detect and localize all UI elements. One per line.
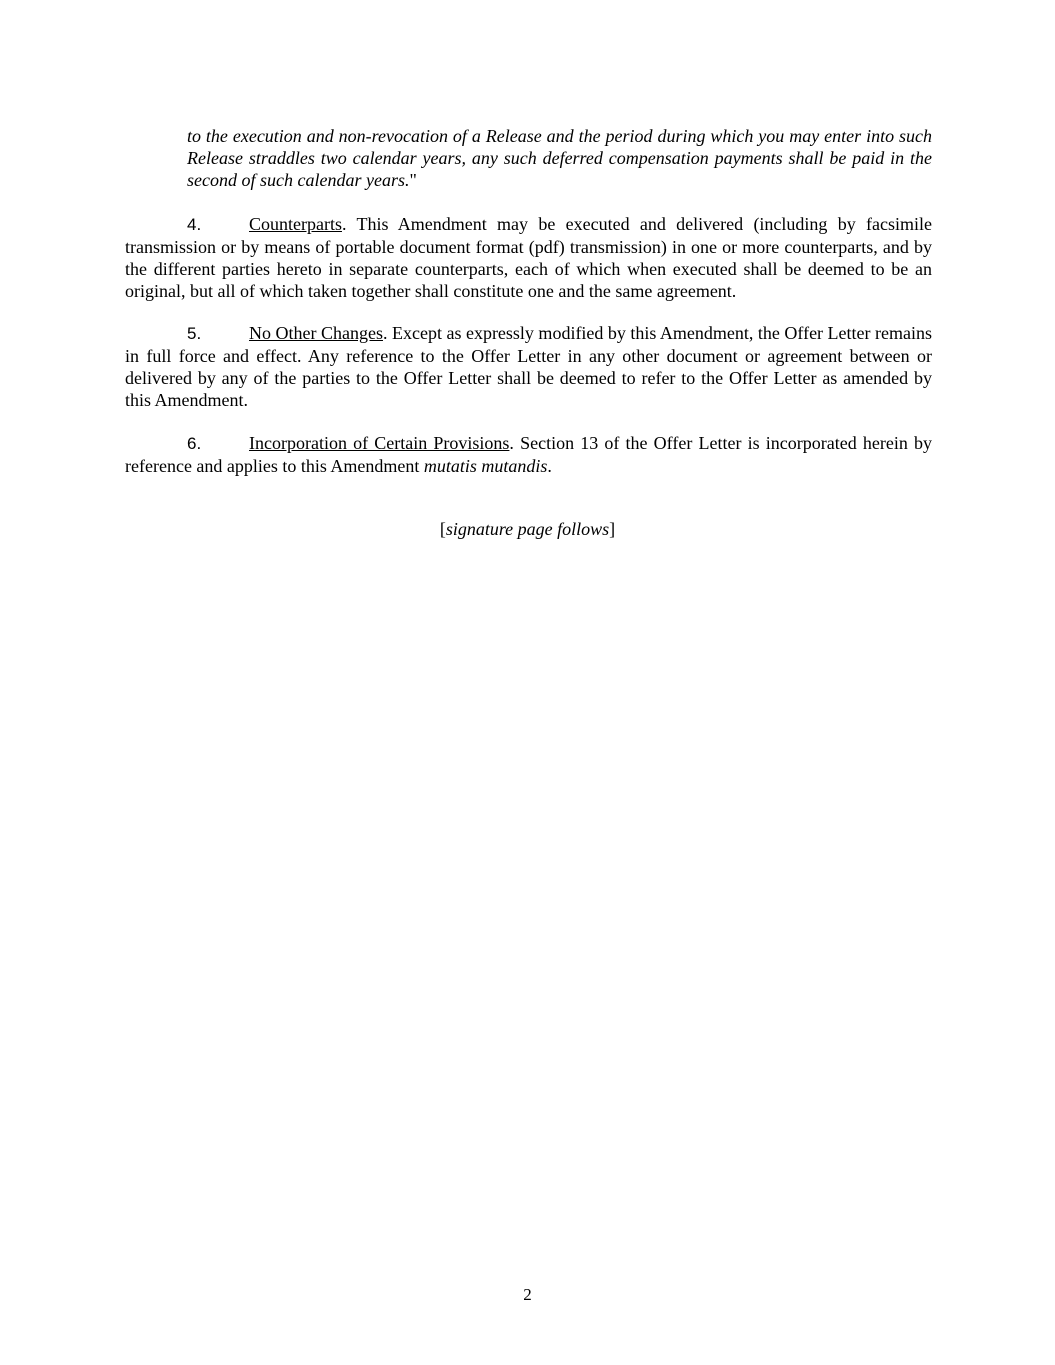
section-4-counterparts — [125, 213, 932, 302]
section-number: 4. — [187, 215, 202, 234]
latin-phrase: mutatis mutandis — [423, 456, 548, 476]
section-6-incorporation — [125, 432, 932, 477]
bracket-close: ] — [609, 519, 616, 539]
quoted-provision-continuation — [187, 125, 932, 191]
signature-page-note — [0, 518, 1055, 540]
section-body: . Except as expressly modified by this Amendment, the Offer Letter remains in full force and effect. Any reference to the Offer Letter in any other document or agreement between or delivered by any of the parties to the Offer Letter shall be deemed to refer to the Offer Letter as amended by this Amendment. — [125, 323, 933, 410]
quoted-provision-text: to the execution and non-revocation of a Release and the period during which you may enter into such Release straddles two calendar years, any such deferred compensation payments shall be paid in the second of such calendar years. — [187, 126, 932, 190]
section-heading: No Other Changes — [249, 323, 383, 343]
page-number: 2 — [523, 1285, 532, 1304]
section-body: . This Amendment may be executed and delivered (including by facsimile transmission or by means of portable document format (pdf) transmission) in one or more counterparts, and by the different parties hereto in separate counterparts, each of which when executed shall be deemed to be an original, but all of which taken together shall constitute one and the same agreement. — [125, 214, 932, 301]
section-end-punctuation: . — [547, 456, 552, 476]
section-number: 5. — [187, 324, 202, 343]
signature-note-text: signature page follows — [445, 519, 610, 539]
section-number: 6. — [187, 434, 202, 453]
bracket-open: [ — [439, 519, 446, 539]
closing-quote-mark: " — [409, 170, 417, 190]
section-heading: Incorporation of Certain Provisions — [249, 433, 510, 453]
section-heading: Counterparts — [249, 214, 342, 234]
section-body: . Section 13 of the Offer Letter is incorporated herein by reference and applies to this Amendment — [125, 433, 932, 476]
section-5-no-other-changes — [125, 322, 932, 411]
